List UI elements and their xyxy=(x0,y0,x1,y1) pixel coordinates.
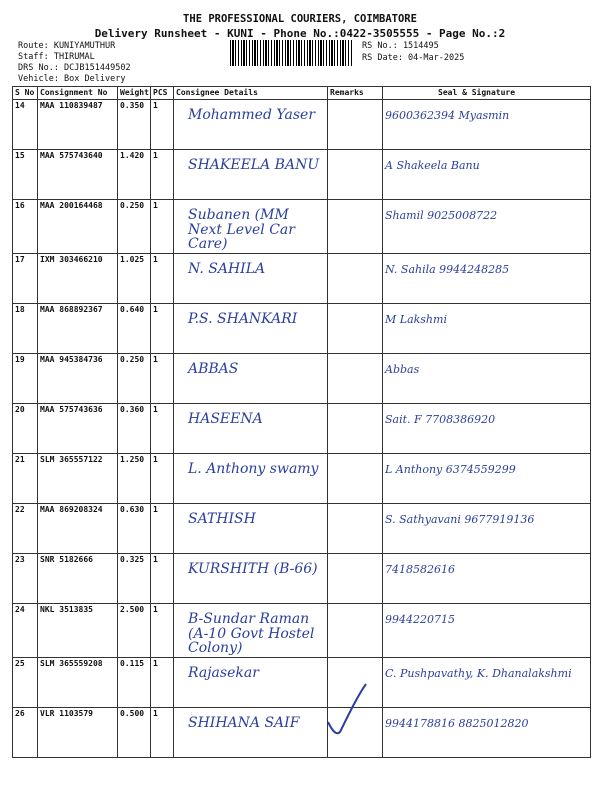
runsheet-table xyxy=(12,86,591,758)
cell-consignment-no: SNR 5182666 xyxy=(38,554,118,604)
cell-consignment-no: SLM 365559208 xyxy=(38,658,118,708)
barcode-image xyxy=(230,40,352,66)
cell-consignment-no: MAA 575743640 xyxy=(38,150,118,200)
cell-sno: 15 xyxy=(13,150,38,200)
cell-remarks xyxy=(328,504,383,554)
rs-number: RS No.: 1514495 xyxy=(362,41,439,51)
cell-signature: 9944220715 xyxy=(383,604,591,658)
cell-weight: 2.500 xyxy=(118,604,151,658)
cell-remarks xyxy=(328,254,383,304)
cell-signature: 7418582616 xyxy=(383,554,591,604)
cell-remarks xyxy=(328,604,383,658)
cell-consignee: SHAKEELA BANU xyxy=(174,150,328,200)
cell-pcs: 1 xyxy=(151,404,174,454)
cell-consignee: P.S. SHANKARI xyxy=(174,304,328,354)
cell-sno: 26 xyxy=(13,708,38,758)
cell-consignment-no: SLM 365557122 xyxy=(38,454,118,504)
cell-consignment-no: MAA 869208324 xyxy=(38,504,118,554)
table-row xyxy=(13,100,591,150)
cell-signature: Sait. F 7708386920 xyxy=(383,404,591,454)
table-row xyxy=(13,304,591,354)
cell-pcs: 1 xyxy=(151,150,174,200)
cell-consignment-no: MAA 110839487 xyxy=(38,100,118,150)
table-row xyxy=(13,254,591,304)
cell-sno: 23 xyxy=(13,554,38,604)
table-row xyxy=(13,200,591,254)
cell-consignee: ABBAS xyxy=(174,354,328,404)
cell-remarks xyxy=(328,404,383,454)
cell-consignment-no: IXM 303466210 xyxy=(38,254,118,304)
table-row xyxy=(13,658,591,708)
table-row xyxy=(13,504,591,554)
table-row xyxy=(13,604,591,658)
cell-pcs: 1 xyxy=(151,254,174,304)
company-title: THE PROFESSIONAL COURIERS, COIMBATORE xyxy=(183,13,417,25)
cell-signature: S. Sathyavani 9677919136 xyxy=(383,504,591,554)
col-header: Remarks xyxy=(328,87,383,100)
staff-info: Staff: THIRUMAL xyxy=(18,52,95,62)
cell-signature: C. Pushpavathy, K. Dhanalakshmi xyxy=(383,658,591,708)
cell-sno: 21 xyxy=(13,454,38,504)
cell-sno: 14 xyxy=(13,100,38,150)
cell-weight: 0.250 xyxy=(118,200,151,254)
cell-consignee: N. SAHILA xyxy=(174,254,328,304)
cell-consignee: KURSHITH (B-66) xyxy=(174,554,328,604)
cell-weight: 0.500 xyxy=(118,708,151,758)
drs-number: DRS No.: DCJB151449502 xyxy=(18,63,131,73)
cell-weight: 0.115 xyxy=(118,658,151,708)
col-header: Weight xyxy=(118,87,151,100)
cell-sno: 25 xyxy=(13,658,38,708)
cell-signature: L Anthony 6374559299 xyxy=(383,454,591,504)
table-row xyxy=(13,454,591,504)
route-info: Route: KUNIYAMUTHUR xyxy=(18,41,116,51)
runsheet-title: Delivery Runsheet - KUNI - Phone No.:0422-3505555 - Page No.:2 xyxy=(94,27,506,40)
table-row xyxy=(13,150,591,200)
cell-pcs: 1 xyxy=(151,604,174,658)
cell-pcs: 1 xyxy=(151,200,174,254)
cell-consignment-no: NKL 3513835 xyxy=(38,604,118,658)
cell-consignment-no: MAA 945384736 xyxy=(38,354,118,404)
cell-consignee: Mohammed Yaser xyxy=(174,100,328,150)
cell-consignee: B-Sundar Raman (A-10 Govt Hostel Colony) xyxy=(174,604,328,658)
cell-remarks xyxy=(328,454,383,504)
cell-weight: 1.420 xyxy=(118,150,151,200)
cell-signature: 9944178816 8825012820 xyxy=(383,708,591,758)
cell-sno: 22 xyxy=(13,504,38,554)
cell-consignee: Rajasekar xyxy=(174,658,328,708)
cell-consignee: SHIHANA SAIF xyxy=(174,708,328,758)
table-header-row xyxy=(13,87,591,100)
cell-signature: Abbas xyxy=(383,354,591,404)
cell-consignment-no: MAA 575743636 xyxy=(38,404,118,454)
cell-consignee: SATHISH xyxy=(174,504,328,554)
cell-weight: 0.360 xyxy=(118,404,151,454)
cell-consignee: Subanen (MM Next Level Car Care) xyxy=(174,200,328,254)
cell-sno: 19 xyxy=(13,354,38,404)
cell-consignment-no: VLR 1103579 xyxy=(38,708,118,758)
cell-sno: 16 xyxy=(13,200,38,254)
rs-date: RS Date: 04-Mar-2025 xyxy=(362,53,465,63)
table-row xyxy=(13,354,591,404)
cell-remarks xyxy=(328,304,383,354)
cell-consignee: L. Anthony swamy xyxy=(174,454,328,504)
cell-pcs: 1 xyxy=(151,708,174,758)
col-header: PCS xyxy=(151,87,174,100)
vehicle-info: Vehicle: Box Delivery xyxy=(18,74,126,84)
col-header: Seal & Signature xyxy=(383,87,591,100)
cell-remarks xyxy=(328,150,383,200)
cell-consignment-no: MAA 200164468 xyxy=(38,200,118,254)
cell-signature: M Lakshmi xyxy=(383,304,591,354)
cell-sno: 24 xyxy=(13,604,38,658)
cell-weight: 0.325 xyxy=(118,554,151,604)
col-header: Consignee Details xyxy=(174,87,328,100)
cell-sno: 20 xyxy=(13,404,38,454)
cell-weight: 1.250 xyxy=(118,454,151,504)
table-row xyxy=(13,554,591,604)
cell-weight: 0.250 xyxy=(118,354,151,404)
cell-pcs: 1 xyxy=(151,454,174,504)
cell-remarks xyxy=(328,354,383,404)
cell-sno: 17 xyxy=(13,254,38,304)
cell-consignee: HASEENA xyxy=(174,404,328,454)
cell-pcs: 1 xyxy=(151,504,174,554)
col-header: Consignment No xyxy=(38,87,118,100)
cell-weight: 0.630 xyxy=(118,504,151,554)
cell-sno: 18 xyxy=(13,304,38,354)
cell-signature: 9600362394 Myasmin xyxy=(383,100,591,150)
col-header: S No xyxy=(13,87,38,100)
cell-pcs: 1 xyxy=(151,354,174,404)
cell-weight: 1.025 xyxy=(118,254,151,304)
cell-remarks xyxy=(328,100,383,150)
cell-remarks xyxy=(328,200,383,254)
cell-signature: N. Sahila 9944248285 xyxy=(383,254,591,304)
cell-weight: 0.350 xyxy=(118,100,151,150)
cell-remarks xyxy=(328,554,383,604)
cell-pcs: 1 xyxy=(151,658,174,708)
table-row xyxy=(13,404,591,454)
cell-pcs: 1 xyxy=(151,554,174,604)
cell-signature: A Shakeela Banu xyxy=(383,150,591,200)
table-row xyxy=(13,708,591,758)
checkmark-icon xyxy=(322,680,372,740)
cell-consignment-no: MAA 868892367 xyxy=(38,304,118,354)
cell-signature: Shamil 9025008722 xyxy=(383,200,591,254)
cell-pcs: 1 xyxy=(151,304,174,354)
cell-pcs: 1 xyxy=(151,100,174,150)
cell-weight: 0.640 xyxy=(118,304,151,354)
